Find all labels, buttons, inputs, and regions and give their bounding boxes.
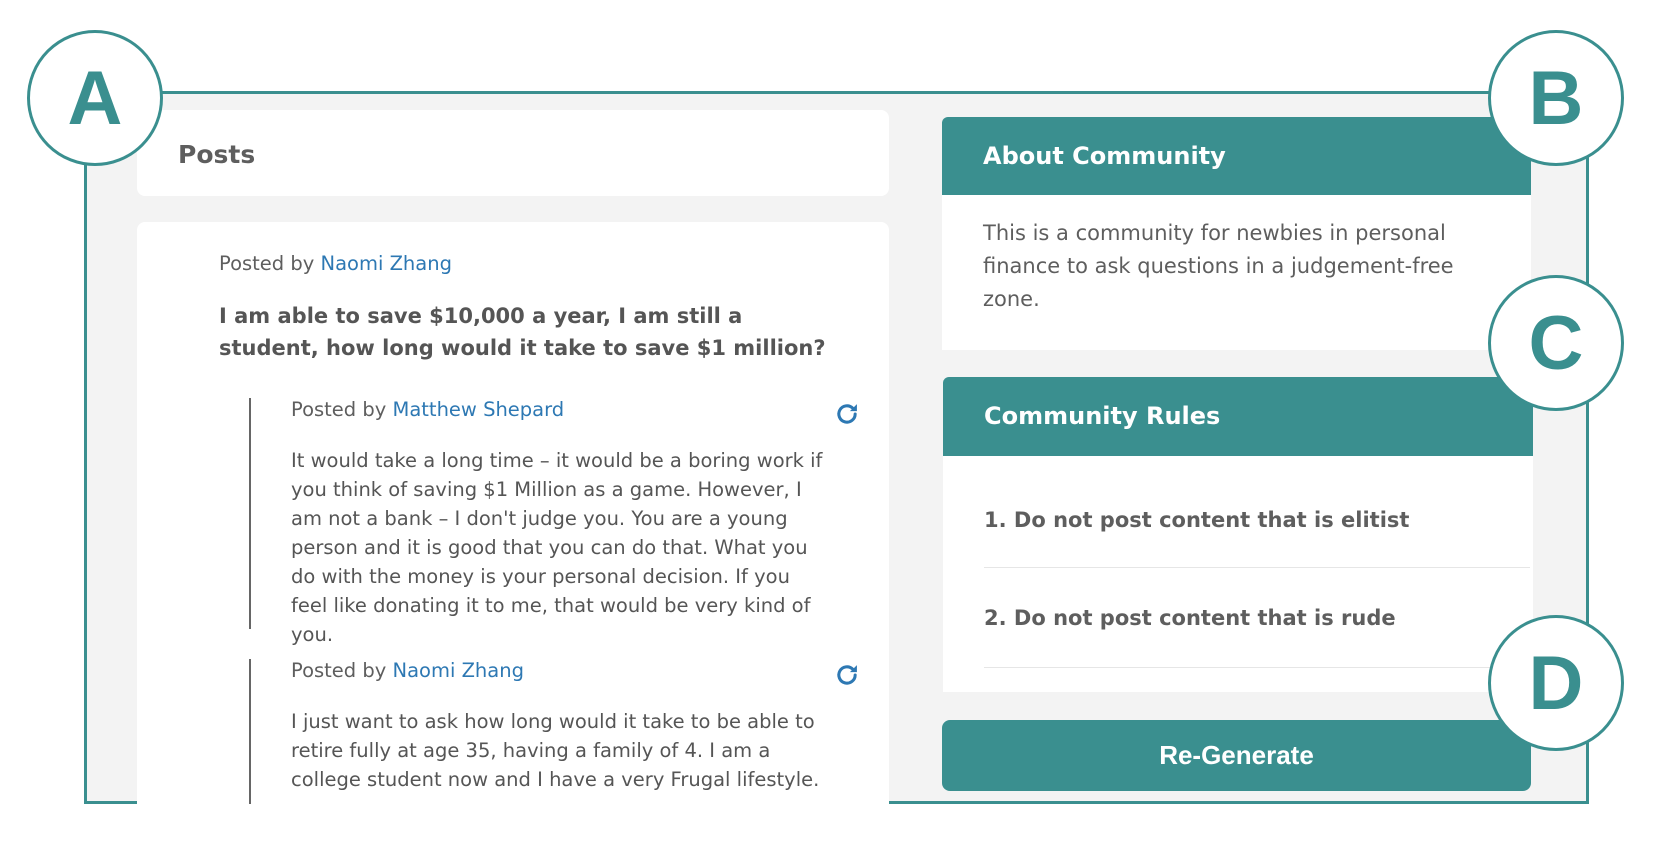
refresh-icon[interactable] <box>833 400 861 428</box>
rule-item: 2. Do not post content that is rude <box>984 568 1530 668</box>
community-rules-header <box>943 377 1533 456</box>
callout-badge-b: B <box>1488 30 1624 166</box>
main-post-author-link[interactable]: Naomi Zhang <box>320 252 452 275</box>
about-community-body <box>942 195 1531 350</box>
main-post-title: I am able to save $10,000 a year, I am still a student, how long would it take to save $1 million? <box>219 304 826 360</box>
posts-header <box>137 110 889 196</box>
reply-text: I just want to ask how long would it take to be able to retire fully at age 35, having a family of 4. I am a college student now and I have a very Frugal lifestyle. <box>291 710 820 791</box>
about-community-header <box>942 117 1531 195</box>
posts-title: Posts <box>178 140 256 169</box>
reply-author-link[interactable]: Matthew Shepard <box>392 398 565 421</box>
reply-text: It would take a long time – it would be a boring work if you think of saving $1 Million as a game. However, I am not a bank – I don't judge you. You are a young person and it is good that you can do that. What you do with the money is your personal decision. If you feel like donating it to me, that would be very kind of you. <box>291 449 823 646</box>
about-community-text: This is a community for newbies in personal finance to ask questions in a judgement-free zone. <box>983 221 1454 311</box>
reply-item <box>249 398 851 646</box>
main-post-meta <box>219 252 452 275</box>
about-community-title: About Community <box>983 142 1226 170</box>
callout-badge-c: C <box>1488 275 1624 411</box>
post-thread <box>137 222 889 804</box>
posted-by-label: Posted by <box>219 252 315 275</box>
refresh-icon[interactable] <box>833 661 861 689</box>
community-rules-body <box>943 456 1533 692</box>
posted-by-label: Posted by <box>291 659 387 682</box>
regenerate-button[interactable]: Re-Generate <box>942 720 1531 791</box>
callout-badge-d: D <box>1488 615 1624 751</box>
callout-badge-a: A <box>27 30 163 166</box>
community-rules-title: Community Rules <box>984 402 1221 430</box>
posted-by-label: Posted by <box>291 398 387 421</box>
reply-item <box>249 659 851 804</box>
reply-meta <box>291 659 524 682</box>
rule-item: 1. Do not post content that is elitist <box>984 456 1530 568</box>
reply-author-link[interactable]: Naomi Zhang <box>392 659 524 682</box>
reply-meta <box>291 398 564 421</box>
